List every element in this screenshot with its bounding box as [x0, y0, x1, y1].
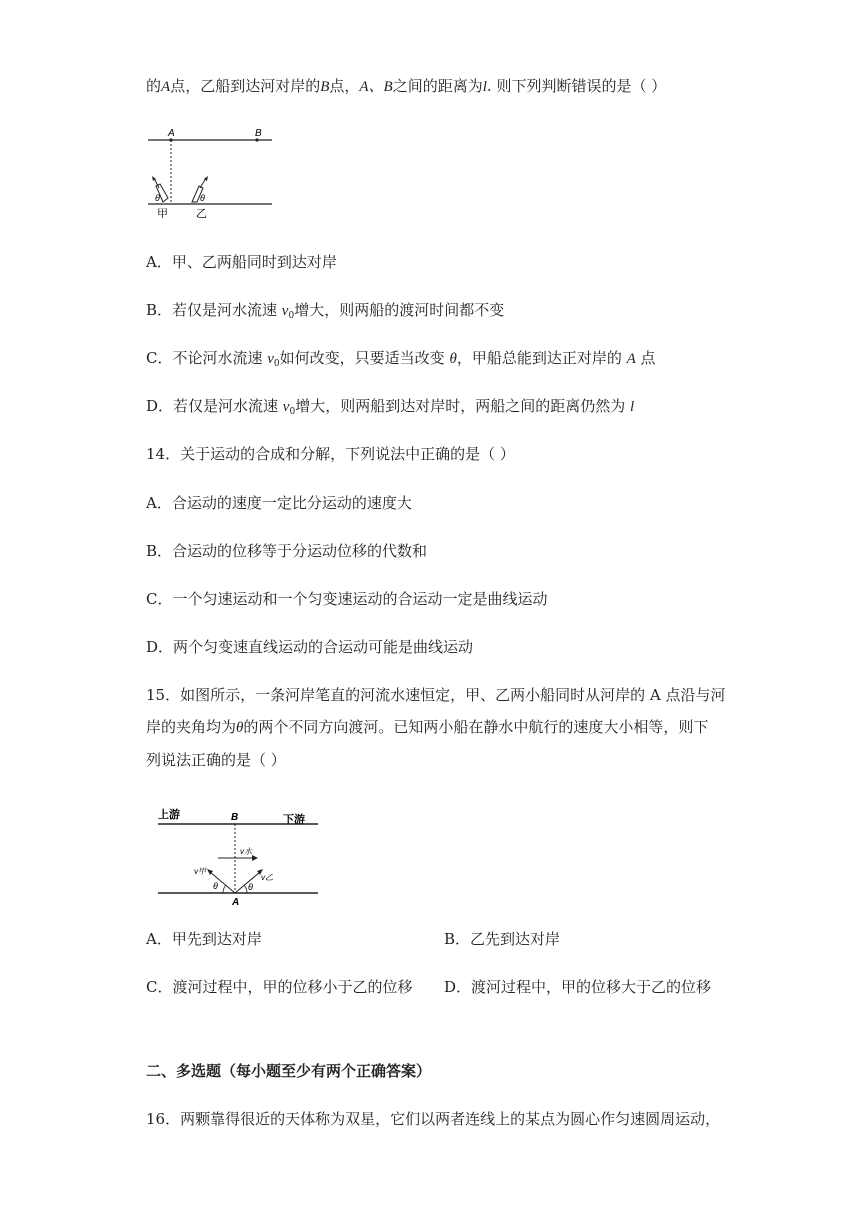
text: 如何改变，只要适当改变 [279, 349, 450, 367]
text: 增大，则两船的渡河时间都不变 [294, 301, 505, 319]
point-a: A [626, 351, 636, 367]
q14-option-b: B．合运动的位移等于分运动位移的代数和 [146, 542, 428, 560]
fig-v-water: v水 [240, 847, 252, 856]
q13-river-figure [140, 124, 280, 224]
text: 的两个不同方向渡河。已知两小船在静水中航行的速度大小相等，则下 [243, 718, 709, 736]
q15-river-figure [150, 800, 325, 910]
q14-option-d: D．两个匀变速直线运动的合运动可能是曲线运动 [146, 638, 474, 656]
section-heading: 二、多选题（每小题至少有两个正确答案） [146, 1062, 432, 1080]
q13-option-a: A．甲、乙两船同时到达对岸 [146, 253, 337, 271]
q15-stem-line2 [146, 717, 708, 738]
text: 点，乙船到达河对岸的 [170, 77, 321, 95]
points-ab: A、B [359, 79, 393, 95]
text: 点， [329, 77, 360, 95]
subscript: 0 [289, 407, 296, 417]
text: C．不论河水流速 [146, 349, 268, 367]
fig-label-yi: 乙 [196, 208, 207, 220]
fig-upstream: 上游 [158, 809, 180, 821]
text: . 则下列判断错误的是（ ） [486, 77, 667, 95]
v0: v [282, 399, 290, 415]
q14-option-a: A．合运动的速度一定比分运动的速度大 [146, 494, 412, 512]
theta: θ [449, 351, 457, 367]
distance-l: l [482, 79, 487, 95]
fig-label-b: B [231, 812, 239, 823]
fig-v-yi: v乙 [261, 873, 273, 882]
text: 之间的距离为 [392, 77, 483, 95]
point-a: A [161, 79, 171, 95]
fig-v-jia: v甲 [194, 867, 206, 876]
fig-theta-1: θ [213, 881, 218, 891]
distance-l: l [629, 399, 635, 415]
v0: v [267, 351, 274, 367]
text: 岸的夹角均为 [146, 718, 237, 736]
text: D．若仅是河水流速 [146, 397, 283, 415]
text: B．若仅是河水流速 [146, 301, 282, 319]
q15-option-b: B．乙先到达对岸 [444, 930, 561, 948]
fig-label-a: A [232, 897, 240, 908]
q15-option-a: A．甲先到达对岸 [146, 930, 262, 948]
fig-theta-2: θ [200, 193, 205, 203]
q14-stem: 14．关于运动的合成和分解，下列说法中正确的是（ ） [146, 445, 515, 463]
fig-downstream: 下游 [283, 814, 305, 826]
q15-option-d: D．渡河过程中，甲的位移大于乙的位移 [444, 978, 712, 996]
q13-option-c [146, 348, 656, 374]
point-b: B [320, 79, 330, 95]
q15-option-c: C．渡河过程中，甲的位移小于乙的位移 [146, 978, 413, 996]
fig-label-jia: 甲 [157, 208, 168, 220]
q16-stem-line1: 16．两颗靠得很近的天体称为双星，它们以两者连线上的某点为圆心作匀速圆周运动， [146, 1110, 721, 1128]
text: 增大，则两船到达对岸时，两船之间的距离仍然为 [295, 397, 630, 415]
q15-stem-line1: 15．如图所示，一条河岸笔直的河流水速恒定，甲、乙两小船同时从河岸的 A 点沿与河 [146, 686, 726, 704]
fig-theta-1: θ [155, 193, 160, 203]
fig-label-a: A [168, 128, 175, 139]
q13-option-d [146, 396, 634, 422]
text: 点 [635, 349, 656, 367]
q15-stem-line3: 列说法正确的是（ ） [146, 751, 286, 769]
text: 的 [146, 77, 162, 95]
q13-intro-line [146, 76, 666, 97]
subscript: 0 [288, 311, 295, 321]
text: ，甲船总能到达正对岸的 [456, 349, 627, 367]
q13-option-b [146, 300, 504, 326]
fig-label-b: B [255, 128, 262, 139]
subscript: 0 [273, 359, 280, 369]
q14-option-c: C．一个匀速运动和一个匀变速运动的合运动一定是曲线运动 [146, 590, 548, 608]
fig-theta-2: θ [248, 882, 253, 892]
theta: θ [236, 720, 244, 736]
v0: v [281, 303, 289, 319]
